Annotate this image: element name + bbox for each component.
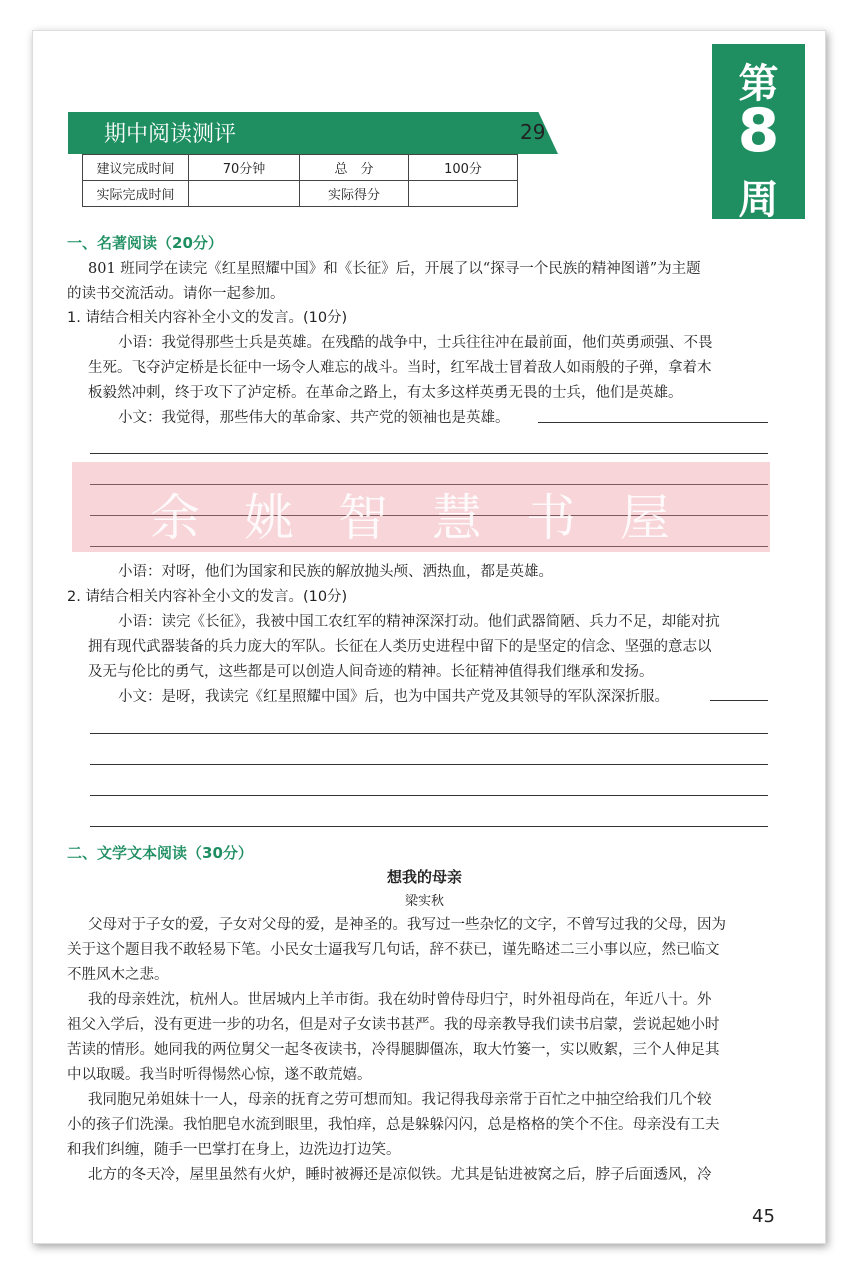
- test-title: 期中阅读测评: [104, 122, 237, 147]
- q2-xiaowen-line: 小文：是呀，我读完《红星照耀中国》后，也为中国共产党及其领导的军队深深折服。: [118, 689, 669, 705]
- page-number: 45: [752, 1206, 775, 1227]
- q1-xiaoyu-line-1: 小语：我觉得那些士兵是英雄。在残酷的战争中，士兵往往冲在最前面，他们英勇顽强、不畏: [118, 335, 713, 351]
- q2-xiaoyu-line-3: 及无与伦比的勇气，这些都是可以创造人间奇迹的精神。长征精神值得我们继承和发扬。: [88, 664, 654, 680]
- suggested-time-label: 建议完成时间: [83, 155, 189, 181]
- paragraph-line: 和我们纠缠，随手一巴掌打在身上，边洗边打边笑。: [67, 1142, 401, 1158]
- article-author: 梁实秋: [404, 894, 444, 909]
- q1-answer-line-1[interactable]: [90, 453, 768, 454]
- q1-answer-line-0[interactable]: [538, 422, 768, 423]
- q2-xiaoyu-line-1: 小语：读完《长征》，我被中国工农红军的精神深深打动。他们武器简陋、兵力不足，却能对抗: [118, 614, 720, 630]
- week-number: 8: [737, 96, 780, 166]
- section2-heading: 二、文学文本阅读（30分）: [67, 844, 253, 862]
- week-prefix: 第: [738, 61, 779, 107]
- section1-heading: 一、名著阅读（20分）: [67, 234, 223, 252]
- actual-score-label: 实际得分: [300, 181, 409, 207]
- actual-time-field[interactable]: [189, 181, 300, 207]
- test-number: 29: [520, 120, 546, 144]
- intro-line-1: 801 班同学在读完《红星照耀中国》和《长征》后，开展了以“探寻一个民族的精神图谱”为主题: [88, 261, 701, 277]
- q1-xiaoyu-line-3: 板毅然冲刺，终于攻下了泸定桥。在革命之路上，有太多这样英勇无畏的士兵，他们是英雄。: [88, 385, 683, 401]
- question1-prompt: 1. 请结合相关内容补全小文的发言。(10分): [67, 310, 348, 326]
- watermark-text: 余姚智慧书屋: [150, 489, 714, 547]
- paragraph-line: 不胜风木之悲。: [67, 967, 169, 983]
- week-suffix: 周: [738, 177, 779, 223]
- info-table: [82, 154, 518, 207]
- q2-answer-line-3[interactable]: [90, 795, 768, 796]
- question2-prompt: 2. 请结合相关内容补全小文的发言。(10分): [67, 589, 348, 605]
- intro-line-2: 的读书交流活动。请你一起参加。: [67, 286, 285, 302]
- actual-time-label: 实际完成时间: [83, 181, 189, 207]
- paragraph-line: 祖父入学后，没有更进一步的功名，但是对子女读书甚严。我的母亲教导我们读书启蒙，尝说起她小时: [67, 1017, 720, 1033]
- article-title: 想我的母亲: [386, 868, 462, 886]
- q1-xiaoyu-reply: 小语：对呀，他们为国家和民族的解放抛头颅、洒热血，都是英雄。: [118, 564, 553, 580]
- q1-xiaowen-line: 小文：我觉得，那些伟大的革命家、共产党的领袖也是英雄。: [118, 410, 510, 426]
- suggested-time-value: 70分钟: [189, 155, 300, 181]
- paragraph-line: 关于这个题目我不敢轻易下笔。小民女士逼我写几句话，辞不获已，谨先略述二三小事以应，然已临文: [67, 942, 720, 958]
- paragraph-line: 我的母亲姓沈，杭州人。世居城内上羊市街。我在幼时曾侍母归宁，时外祖母尚在，年近八十。外: [88, 992, 712, 1008]
- total-value: 100分: [409, 155, 518, 181]
- total-label: 总 分: [300, 155, 409, 181]
- q2-answer-line-2[interactable]: [90, 764, 768, 765]
- paragraph-line: 小的孩子们洗澡。我怕肥皂水流到眼里，我怕痒，总是躲躲闪闪，总是格格的笑个不住。母亲没有工夫: [67, 1117, 720, 1133]
- paragraph-line: 中以取暖。我当时听得愓然心惊，遂不敢荒嬉。: [67, 1067, 372, 1083]
- q2-answer-line-4[interactable]: [90, 826, 768, 827]
- week-tag: [712, 44, 805, 223]
- paragraph-line: 父母对于子女的爱，子女对父母的爱，是神圣的。我写过一些杂忆的文字，不曾写过我的父母，因为: [88, 917, 726, 933]
- paragraph-line: 北方的冬天冷，屋里虽然有火炉，睡时被褥还是凉似铁。尤其是钻进被窝之后，脖子后面透风，冷: [88, 1167, 712, 1183]
- q1-xiaoyu-line-2: 生死。飞夺泸定桥是长征中一场令人难忘的战斗。当时，红军战士冒着敌人如雨般的子弹，拿着木: [88, 360, 712, 376]
- paragraph-line: 苦读的情形。她同我的两位舅父一起冬夜读书，冷得腿脚僵冻，取大竹篓一，实以败絮，三个人伸足其: [67, 1042, 720, 1058]
- paragraph-line: 我同胞兄弟姐妹十一人，母亲的抚育之劳可想而知。我记得我母亲常于百忙之中抽空给我们几个较: [88, 1092, 712, 1108]
- q2-answer-line-1[interactable]: [90, 733, 768, 734]
- actual-score-field[interactable]: [409, 181, 518, 207]
- q2-xiaoyu-line-2: 拥有现代武器装备的兵力庞大的军队。长征在人类历史进程中留下的是坚定的信念、坚强的意志以: [88, 639, 712, 655]
- q2-answer-line-0[interactable]: [710, 700, 768, 701]
